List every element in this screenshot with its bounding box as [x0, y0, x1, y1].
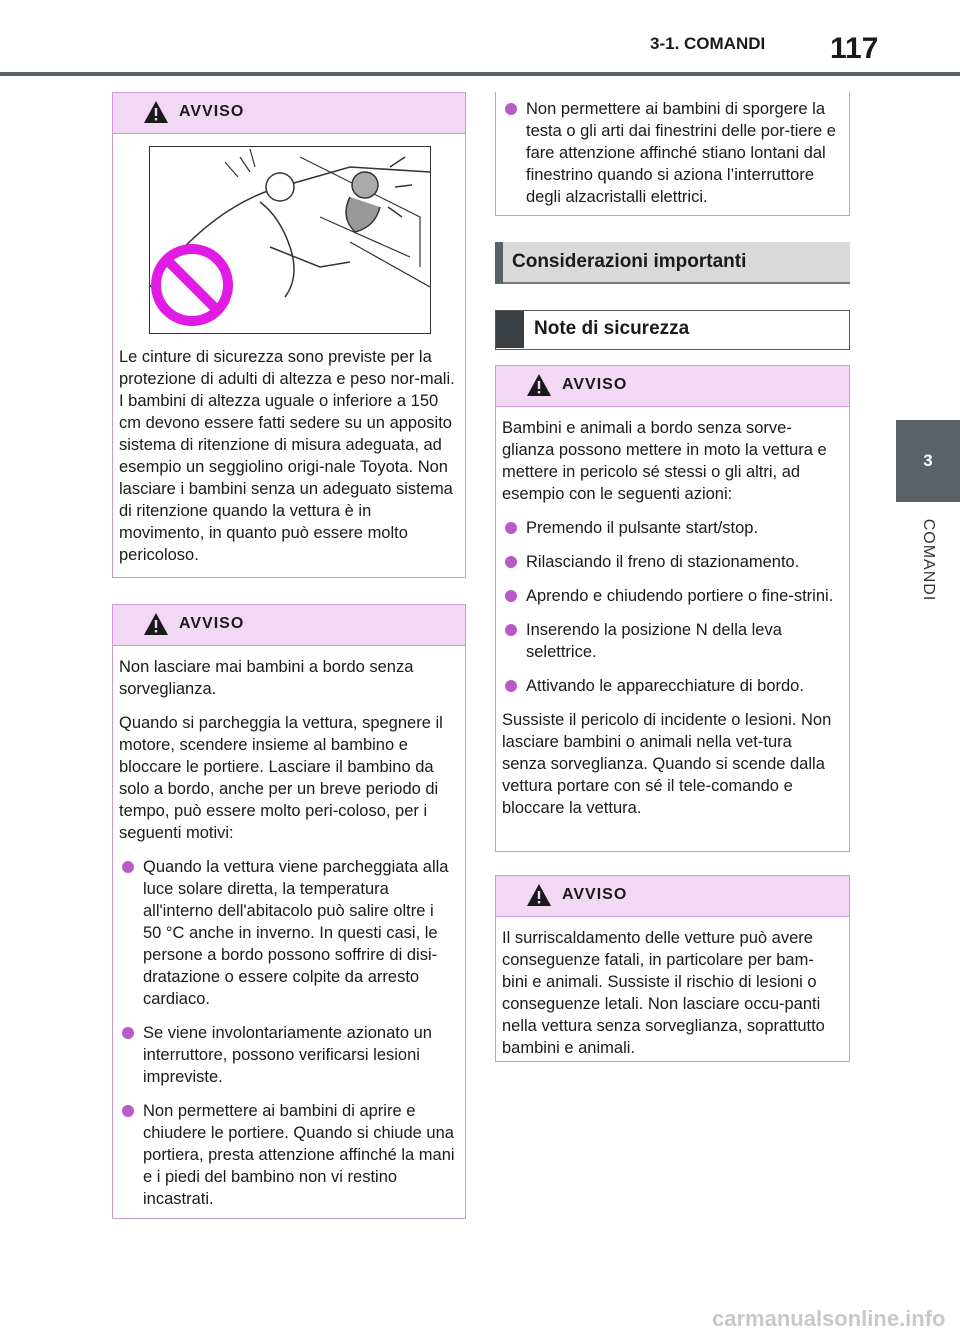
warning-text: Le cinture di sicurezza sono previste per la protezione di adulti di altezza e peso nor-mali. I bambini di altezza uguale o inferiore a 150 cm devono essere fatti sedere su un apposito sistema di ritenzione di misura adeguata, ad esempio un seggiolino origi-nale Toyota. Non lasciare i bambini senza un adeguato sistema di ritenzione quando la vettura è in movimento, in quanto può essere molto pericoloso. — [119, 348, 455, 564]
warning-header — [496, 876, 849, 917]
warning-triangle-icon — [526, 373, 552, 397]
warning-text: Il surriscaldamento delle vetture può avere conseguenze fatali, in particolare per bam-bini e animali. Sussiste il rischio di lesioni o conseguenze letali. Non lasciare occu-panti nella vettura senza sorveglianza, soprattutto bambini e animali. — [502, 929, 825, 1057]
watermark: carmanualsonline.info — [712, 1306, 946, 1331]
list-item-text: Non permettere ai bambini di aprire e chiudere le portiere. Quando si chiude una portiera, presta attenzione affinché la mani e i piedi del bambino non vi restino incastrati. — [143, 1102, 455, 1208]
bullet-icon — [505, 103, 517, 115]
warning-paragraph: Sussiste il pericolo di incidente o lesioni. Non lasciare bambini o animali nella vet-tura senza sorveglianza. Quando si scende dalla vettura portare con sé il tele-comando e bloccare la vettura. — [502, 711, 832, 817]
list-item — [119, 1022, 455, 1088]
warning-title: AVVISO — [562, 886, 628, 903]
warning-title: AVVISO — [179, 615, 245, 632]
section-heading — [495, 242, 850, 284]
bullet-icon — [505, 590, 517, 602]
warning-paragraph: Bambini e animali a bordo senza sorve-glianza possono mettere in moto la vettura e mettere in pericolo sé stessi o gli altri, ad esempio con le seguenti azioni: — [502, 419, 827, 503]
warning-title: AVVISO — [179, 103, 245, 120]
list-item-text: Premendo il pulsante start/stop. — [526, 519, 759, 537]
bullet-icon — [122, 1105, 134, 1117]
header-rule — [0, 72, 960, 76]
bullet-icon — [505, 624, 517, 636]
list-item — [119, 856, 455, 1010]
warning-header — [113, 93, 465, 134]
list-item-text: Non permettere ai bambini di sporgere la testa o gli arti dai finestrini delle por-tiere e fare attenzione affinché stiano lontani dal finestrino quando si aziona l’interruttore degli alzacristalli elettrici. — [526, 100, 836, 206]
list-item — [502, 517, 839, 539]
warning-paragraph: Quando si parcheggia la vettura, spegnere il motore, scendere insieme al bambino e bloccare le portiere. Lasciare il bambino da solo a bordo, anche per un breve periodo di tempo, può essere molto peri-coloso, per i seguenti motivi: — [119, 714, 443, 842]
warning-box-start-vehicle — [495, 365, 850, 852]
warning-triangle-icon — [526, 883, 552, 907]
list-item — [502, 98, 839, 208]
warning-header — [496, 366, 849, 407]
bullet-icon — [122, 1027, 134, 1039]
subsection-heading — [495, 310, 850, 350]
warning-title: AVVISO — [562, 376, 628, 393]
subsection-heading-text: Note di sicurezza — [534, 318, 690, 339]
bullet-icon — [505, 522, 517, 534]
chapter-tab: 3 — [896, 420, 960, 502]
warning-triangle-icon — [143, 612, 169, 636]
warning-box-overheating — [495, 875, 850, 1062]
section-title: 3-1. COMANDI — [650, 34, 766, 53]
list-item-text: Se viene involontariamente azionato un interruttore, possono verificarsi lesioni impreviste. — [143, 1024, 432, 1086]
list-item — [502, 551, 839, 573]
heading-bar — [496, 311, 524, 348]
warning-triangle-icon — [143, 100, 169, 124]
chapter-label — [896, 505, 960, 615]
child-airbag-illustration — [149, 146, 431, 334]
warning-box-unattended — [112, 604, 466, 1219]
list-item-text: Rilasciando il freno di stazionamento. — [526, 553, 800, 571]
list-item-text: Attivando le apparecchiature di bordo. — [526, 677, 804, 695]
warning-paragraph: Non lasciare mai bambini a bordo senza sorveglianza. — [119, 658, 414, 698]
warning-continuation-box — [495, 92, 850, 216]
section-heading-text: Considerazioni importanti — [512, 251, 747, 272]
list-item — [502, 675, 839, 697]
list-item-text: Quando la vettura viene parcheggiata alla luce solare diretta, la temperatura all'interno dell'abitacolo può salire oltre i 50 °C anche in inverno. In questi casi, le persone a bordo possono soffrire di disi-dratazione o essere colpite da arresto cardiaco. — [143, 858, 449, 1008]
bullet-icon — [505, 556, 517, 568]
list-item-text: Inserendo la posizione N della leva selettrice. — [526, 621, 782, 661]
bullet-icon — [505, 680, 517, 692]
heading-bar — [495, 242, 503, 284]
list-item-text: Aprendo e chiudendo portiere o fine-strini. — [526, 587, 834, 605]
list-item — [119, 1100, 455, 1210]
page-number: 117 — [830, 32, 879, 65]
bullet-icon — [122, 861, 134, 873]
warning-header — [113, 605, 465, 646]
chapter-label-text: COMANDI — [920, 518, 937, 602]
list-item — [502, 619, 839, 663]
list-item — [502, 585, 839, 607]
warning-box-seatbelt — [112, 92, 466, 578]
